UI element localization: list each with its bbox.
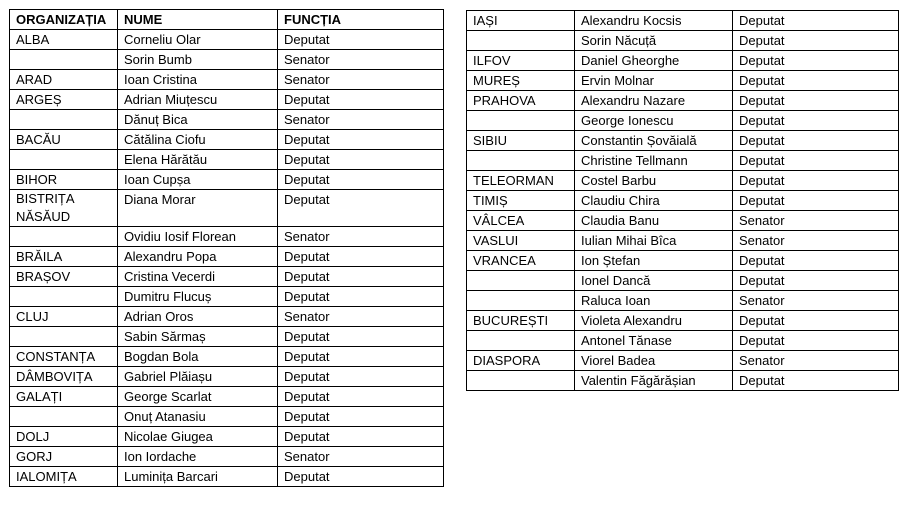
- table-row: [10, 287, 444, 307]
- name-cell: Onuț Atanasiu: [118, 407, 278, 427]
- name-cell: Sabin Sărmaș: [118, 327, 278, 347]
- name-cell: Cristina Vecerdi: [118, 267, 278, 287]
- name-cell: Valentin Făgărășian: [575, 371, 733, 391]
- organization-cell: VRANCEA: [467, 251, 575, 271]
- function-cell: Deputat: [278, 367, 444, 387]
- name-cell: Raluca Ioan: [575, 291, 733, 311]
- organization-cell: ARAD: [10, 70, 118, 90]
- table-row: [10, 327, 444, 347]
- function-cell: Deputat: [733, 11, 899, 31]
- function-cell: Deputat: [733, 171, 899, 191]
- right-table-body: [467, 11, 899, 391]
- header-organization: ORGANIZAȚIA: [10, 10, 118, 30]
- name-cell: Ioan Cupșa: [118, 170, 278, 190]
- table-row: [467, 311, 899, 331]
- name-cell: Dumitru Flucuș: [118, 287, 278, 307]
- organization-cell: VÂLCEA: [467, 211, 575, 231]
- name-cell: Luminița Barcari: [118, 467, 278, 487]
- organization-cell: CONSTANȚA: [10, 347, 118, 367]
- table-row: [10, 247, 444, 267]
- name-cell: George Ionescu: [575, 111, 733, 131]
- name-cell: Adrian Miuțescu: [118, 90, 278, 110]
- organization-cell: CLUJ: [10, 307, 118, 327]
- header-name: NUME: [118, 10, 278, 30]
- organization-cell: MUREȘ: [467, 71, 575, 91]
- table-row: [10, 130, 444, 150]
- organization-cell: BISTRIȚA NĂSĂUD: [10, 190, 118, 227]
- organization-cell: PRAHOVA: [467, 91, 575, 111]
- table-row: [10, 50, 444, 70]
- organization-cell: [10, 287, 118, 307]
- organization-cell: [467, 291, 575, 311]
- name-cell: Sorin Năcuță: [575, 31, 733, 51]
- table-row: [467, 251, 899, 271]
- function-cell: Deputat: [278, 347, 444, 367]
- table-row: [10, 190, 444, 227]
- organization-cell: ALBA: [10, 30, 118, 50]
- left-table-body: [10, 30, 444, 487]
- function-cell: Deputat: [733, 151, 899, 171]
- organization-cell: BACĂU: [10, 130, 118, 150]
- table-row: [10, 90, 444, 110]
- organization-cell: [467, 331, 575, 351]
- organization-cell: DOLJ: [10, 427, 118, 447]
- table-row: [467, 211, 899, 231]
- organization-cell: [10, 150, 118, 170]
- organization-cell: BRAȘOV: [10, 267, 118, 287]
- table-row: [467, 131, 899, 151]
- function-cell: Deputat: [733, 251, 899, 271]
- organization-cell: ILFOV: [467, 51, 575, 71]
- name-cell: Bogdan Bola: [118, 347, 278, 367]
- name-cell: Ion Iordache: [118, 447, 278, 467]
- table-row: [467, 171, 899, 191]
- function-cell: Senator: [733, 351, 899, 371]
- function-cell: Deputat: [733, 191, 899, 211]
- organization-cell: BUCUREȘTI: [467, 311, 575, 331]
- table-row: [467, 271, 899, 291]
- name-cell: Claudia Banu: [575, 211, 733, 231]
- name-cell: Diana Morar: [118, 190, 278, 227]
- table-row: [10, 30, 444, 50]
- function-cell: Deputat: [733, 31, 899, 51]
- organization-cell: ARGEȘ: [10, 90, 118, 110]
- function-cell: Deputat: [278, 90, 444, 110]
- function-cell: Deputat: [733, 71, 899, 91]
- organization-cell: GORJ: [10, 447, 118, 467]
- function-cell: Deputat: [278, 427, 444, 447]
- function-cell: Deputat: [733, 91, 899, 111]
- organization-cell: [10, 407, 118, 427]
- organization-cell: [467, 151, 575, 171]
- function-cell: Deputat: [278, 467, 444, 487]
- organization-cell: TIMIȘ: [467, 191, 575, 211]
- table-row: [467, 231, 899, 251]
- function-cell: Deputat: [733, 131, 899, 151]
- name-cell: Ovidiu Iosif Florean: [118, 227, 278, 247]
- function-cell: Deputat: [733, 331, 899, 351]
- organization-cell: [467, 111, 575, 131]
- organization-cell: VASLUI: [467, 231, 575, 251]
- table-row: [10, 467, 444, 487]
- table-row: [467, 151, 899, 171]
- name-cell: Claudiu Chira: [575, 191, 733, 211]
- organization-cell: [10, 227, 118, 247]
- table-row: [10, 427, 444, 447]
- table-row: [10, 407, 444, 427]
- table-header-row: [10, 10, 444, 30]
- table-row: [10, 70, 444, 90]
- name-cell: Nicolae Giugea: [118, 427, 278, 447]
- function-cell: Deputat: [278, 387, 444, 407]
- function-cell: Senator: [733, 291, 899, 311]
- organization-cell: BRĂILA: [10, 247, 118, 267]
- name-cell: Dănuț Bica: [118, 110, 278, 130]
- function-cell: Deputat: [278, 247, 444, 267]
- name-cell: Elena Hărătău: [118, 150, 278, 170]
- name-cell: Alexandru Nazare: [575, 91, 733, 111]
- name-cell: Cătălina Ciofu: [118, 130, 278, 150]
- organization-cell: [10, 327, 118, 347]
- table-row: [10, 347, 444, 367]
- function-cell: Senator: [278, 227, 444, 247]
- function-cell: Deputat: [278, 267, 444, 287]
- function-cell: Deputat: [278, 170, 444, 190]
- function-cell: Senator: [733, 231, 899, 251]
- left-table: [9, 9, 444, 487]
- name-cell: Adrian Oros: [118, 307, 278, 327]
- function-cell: Deputat: [278, 30, 444, 50]
- name-cell: Daniel Gheorghe: [575, 51, 733, 71]
- table-row: [467, 91, 899, 111]
- table-row: [10, 227, 444, 247]
- name-cell: Violeta Alexandru: [575, 311, 733, 331]
- function-cell: Senator: [278, 50, 444, 70]
- table-row: [467, 331, 899, 351]
- name-cell: Alexandru Kocsis: [575, 11, 733, 31]
- function-cell: Senator: [733, 211, 899, 231]
- organization-cell: IALOMIȚA: [10, 467, 118, 487]
- function-cell: Deputat: [733, 111, 899, 131]
- organization-cell: [467, 371, 575, 391]
- function-cell: Deputat: [278, 407, 444, 427]
- header-function: FUNCȚIA: [278, 10, 444, 30]
- function-cell: Deputat: [278, 190, 444, 227]
- organization-cell: TELEORMAN: [467, 171, 575, 191]
- table-row: [10, 110, 444, 130]
- function-cell: Senator: [278, 447, 444, 467]
- function-cell: Deputat: [733, 51, 899, 71]
- table-row: [467, 351, 899, 371]
- organization-cell: DÂMBOVIȚA: [10, 367, 118, 387]
- name-cell: Sorin Bumb: [118, 50, 278, 70]
- name-cell: Viorel Badea: [575, 351, 733, 371]
- table-row: [467, 191, 899, 211]
- table-row: [10, 170, 444, 190]
- organization-cell: [467, 31, 575, 51]
- name-cell: Antonel Tănase: [575, 331, 733, 351]
- function-cell: Senator: [278, 307, 444, 327]
- table-row: [10, 307, 444, 327]
- name-cell: Ion Ștefan: [575, 251, 733, 271]
- table-row: [10, 367, 444, 387]
- table-row: [10, 267, 444, 287]
- function-cell: Senator: [278, 110, 444, 130]
- name-cell: George Scarlat: [118, 387, 278, 407]
- name-cell: Christine Tellmann: [575, 151, 733, 171]
- function-cell: Deputat: [278, 130, 444, 150]
- organization-cell: [10, 110, 118, 130]
- organization-cell: [10, 50, 118, 70]
- function-cell: Deputat: [733, 271, 899, 291]
- function-cell: Deputat: [278, 327, 444, 347]
- organization-cell: BIHOR: [10, 170, 118, 190]
- table-row: [467, 111, 899, 131]
- table-row: [467, 51, 899, 71]
- organization-cell: IAȘI: [467, 11, 575, 31]
- table-row: [467, 31, 899, 51]
- table-row: [467, 371, 899, 391]
- name-cell: Gabriel Plăiașu: [118, 367, 278, 387]
- function-cell: Deputat: [278, 287, 444, 307]
- name-cell: Constantin Șovăială: [575, 131, 733, 151]
- name-cell: Ionel Dancă: [575, 271, 733, 291]
- right-table: [466, 10, 899, 391]
- name-cell: Costel Barbu: [575, 171, 733, 191]
- function-cell: Deputat: [278, 150, 444, 170]
- organization-cell: GALAȚI: [10, 387, 118, 407]
- name-cell: Iulian Mihai Bîca: [575, 231, 733, 251]
- table-row: [10, 447, 444, 467]
- function-cell: Deputat: [733, 371, 899, 391]
- organization-cell: [467, 271, 575, 291]
- name-cell: Corneliu Olar: [118, 30, 278, 50]
- table-row: [467, 11, 899, 31]
- table-row: [467, 71, 899, 91]
- name-cell: Alexandru Popa: [118, 247, 278, 267]
- function-cell: Deputat: [733, 311, 899, 331]
- organization-cell: SIBIU: [467, 131, 575, 151]
- name-cell: Ioan Cristina: [118, 70, 278, 90]
- table-row: [467, 291, 899, 311]
- organization-cell: DIASPORA: [467, 351, 575, 371]
- name-cell: Ervin Molnar: [575, 71, 733, 91]
- table-row: [10, 387, 444, 407]
- function-cell: Senator: [278, 70, 444, 90]
- table-row: [10, 150, 444, 170]
